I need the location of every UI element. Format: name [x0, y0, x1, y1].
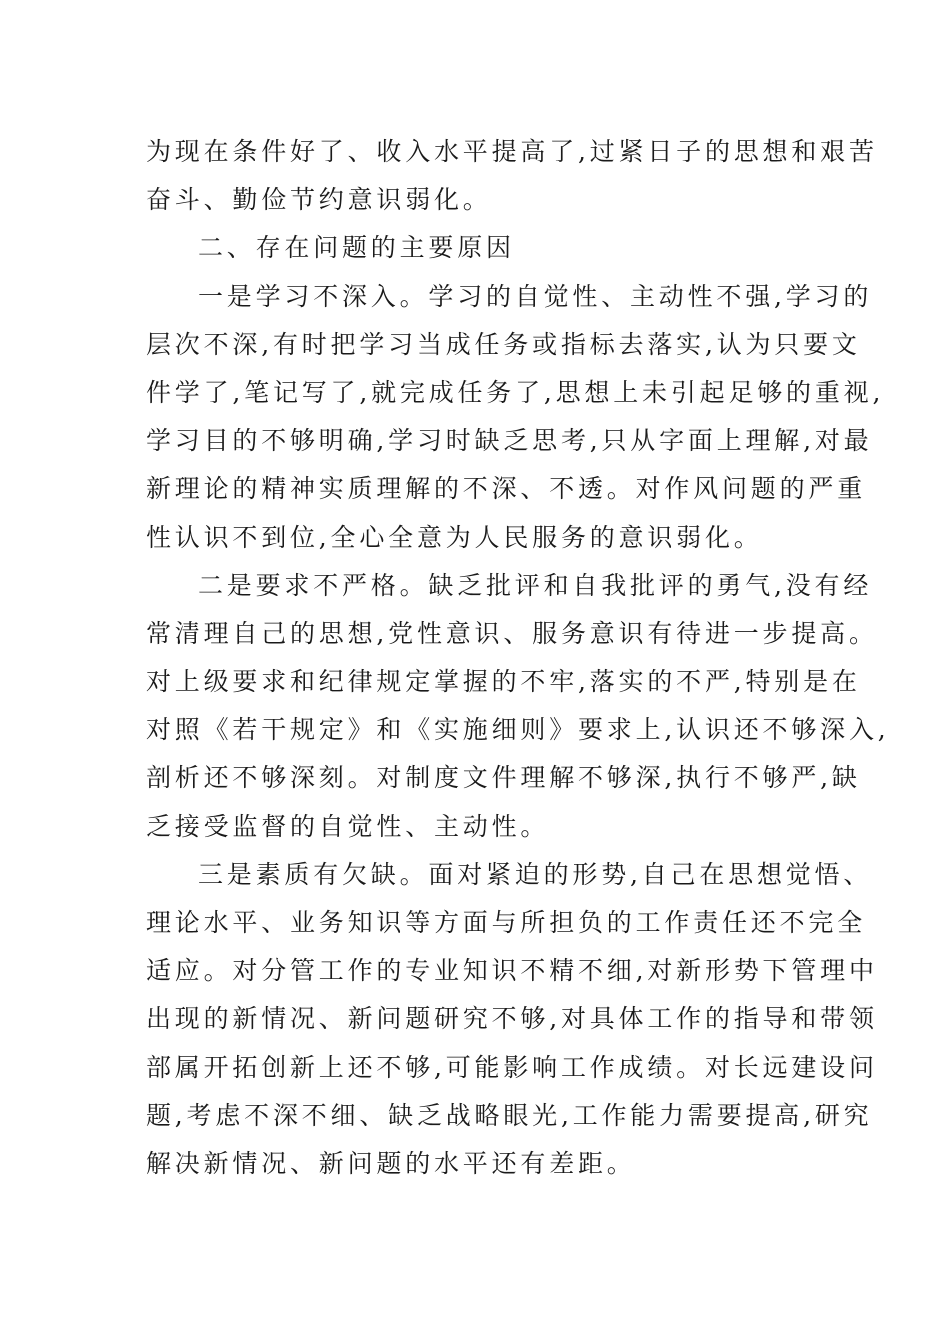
text-line: 新理论的精神实质理解的不深、不透。对作风问题的严重: [146, 474, 867, 504]
text-line: 对上级要求和纪律规定掌握的不牢,落实的不严,特别是在: [146, 667, 861, 697]
text-line: 件学了,笔记写了,就完成任务了,思想上未引起足够的重视,: [146, 377, 885, 407]
paragraph-start: 一是学习不深入。学习的自觉性、主动性不强,学习的: [198, 281, 873, 311]
text-line: 为现在条件好了、收入水平提高了,过紧日子的思想和艰苦: [146, 137, 878, 166]
text-line: 层次不深,有时把学习当成任务或指标去落实,认为只要文: [146, 329, 861, 359]
text-line: 性认识不到位,全心全意为人民服务的意识弱化。: [146, 522, 763, 552]
section-heading: 二、存在问题的主要原因: [198, 233, 515, 263]
text-line: 奋斗、勤俭节约意识弱化。: [146, 185, 492, 215]
text-line: 题,考虑不深不细、缺乏战略眼光,工作能力需要提高,研究: [146, 1100, 873, 1130]
text-line: 对照《若干规定》和《实施细则》要求上,认识还不够深入,: [146, 715, 890, 745]
text-line: 理论水平、业务知识等方面与所担负的工作责任还不完全: [146, 908, 867, 937]
paragraph-start: 三是素质有欠缺。面对紧迫的形势,自己在思想觉悟、: [198, 859, 873, 889]
paragraph-start: 二是要求不严格。缺乏批评和自我批评的勇气,没有经: [198, 570, 873, 600]
text-line: 常清理自己的思想,党性意识、服务意识有待进一步提高。: [146, 618, 878, 648]
text-line: 适应。对分管工作的专业知识不精不细,对新形势下管理中: [146, 956, 878, 986]
text-line: 部属开拓创新上还不够,可能影响工作成绩。对长远建设问: [146, 1052, 878, 1082]
text-line: 乏接受监督的自觉性、主动性。: [146, 811, 550, 841]
text-line: 解决新情况、新问题的水平还有差距。: [146, 1148, 636, 1178]
text-line: 出现的新情况、新问题研究不够,对具体工作的指导和带领: [146, 1004, 878, 1034]
text-line: 学习目的不够明确,学习时缺乏思考,只从字面上理解,对最: [146, 426, 873, 456]
text-line: 剖析还不够深刻。对制度文件理解不够深,执行不够严,缺: [146, 763, 861, 793]
document-body: [146, 128, 890, 1188]
